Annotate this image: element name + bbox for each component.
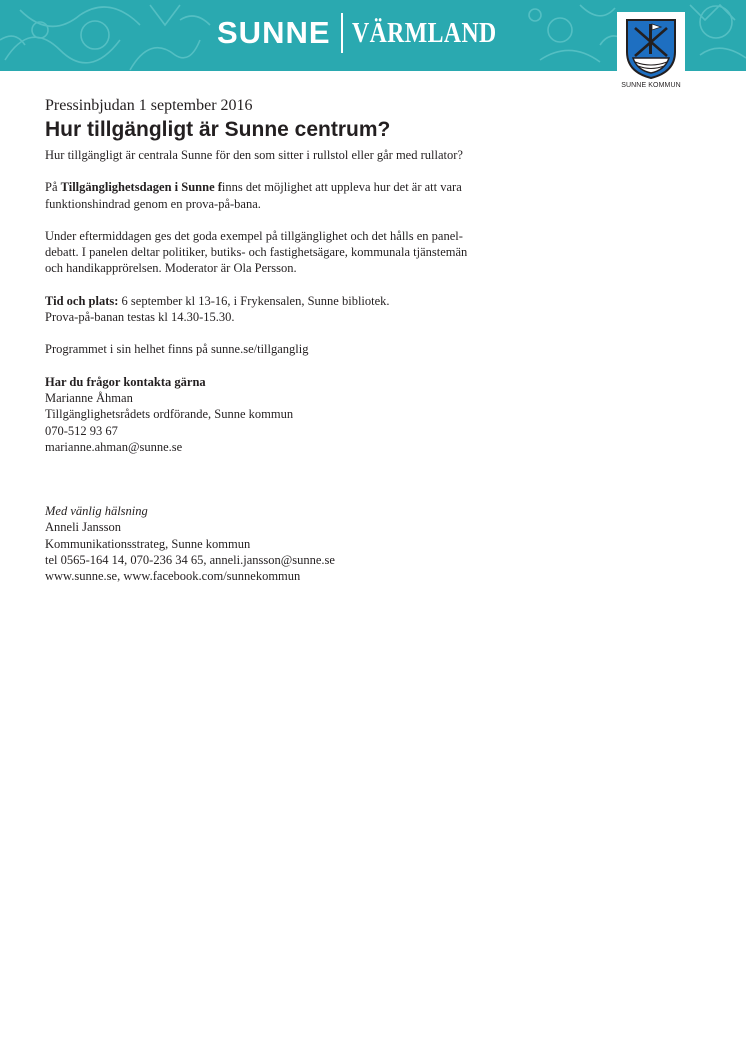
brand-sunne: SUNNE xyxy=(217,15,331,50)
contact-phone: 070-512 93 67 xyxy=(45,423,118,438)
contact-role: Tillgänglighetsrådets ordförande, Sunne kommun xyxy=(45,407,294,422)
panel-line3: och handikapprörelsen. Moderator är Ola Persson. xyxy=(45,261,297,276)
event-paragraph xyxy=(45,179,565,212)
panel-line1: Under eftermiddagen ges det goda exempel på tillgänglighet och det hålls en panel- xyxy=(45,228,463,243)
time-line2: Prova-på-banan testas kl 14.30-15.30. xyxy=(45,310,235,325)
spacer xyxy=(45,455,565,471)
sender-name: Anneli Jansson xyxy=(45,520,122,535)
program-paragraph: Programmet i sin helhet finns på sunne.se/tillganglig xyxy=(45,342,309,357)
greeting: Med vänlig hälsning xyxy=(45,504,148,519)
signature-block xyxy=(45,503,565,584)
spacer xyxy=(45,277,565,293)
coat-of-arms-icon xyxy=(625,18,677,80)
time-label: Tid och plats: xyxy=(45,293,119,308)
intro-paragraph: Hur tillgängligt är centrala Sunne för den som sitter i rullstol eller går med rullator? xyxy=(45,148,463,162)
municipality-crest xyxy=(617,12,685,92)
spacer xyxy=(45,163,565,179)
event-rest: inns det möjlighet att uppleva hur det är att vara xyxy=(221,180,462,195)
time-text: 6 september kl 13-16, i Frykensalen, Sunne bibliotek. xyxy=(118,293,390,308)
spacer xyxy=(45,471,565,487)
sender-web: www.sunne.se, www.facebook.com/sunnekommun xyxy=(45,569,301,584)
contact-heading: Har du frågor kontakta gärna xyxy=(45,374,206,389)
contact-name: Marianne Åhman xyxy=(45,390,133,405)
press-release xyxy=(45,96,565,585)
spacer xyxy=(45,212,565,228)
crest-label: SUNNE KOMMUN xyxy=(621,82,681,89)
brand-divider xyxy=(341,13,343,53)
panel-paragraph xyxy=(45,228,565,277)
brand-logo xyxy=(217,8,528,58)
spacer xyxy=(45,487,565,503)
contact-email: marianne.ahman@sunne.se xyxy=(45,439,183,454)
page-title: Hur tillgängligt är Sunne centrum? xyxy=(45,118,391,141)
event-name: Tillgänglighetsdagen i Sunne f xyxy=(60,180,222,195)
event-line2: funktionshindrad genom en prova-på-bana. xyxy=(45,196,261,211)
spacer xyxy=(45,358,565,374)
dateline: Pressinbjudan 1 september 2016 xyxy=(45,97,253,114)
time-place-paragraph xyxy=(45,293,565,326)
brand-varmland: VÄRMLAND xyxy=(351,16,497,49)
event-prefix: På xyxy=(45,180,61,195)
spacer xyxy=(45,325,565,341)
panel-line2: debatt. I panelen deltar politiker, butiks- och fastighetsägare, kommunala tjänstemän xyxy=(45,245,468,260)
sender-contact: tel 0565-164 14, 070-236 34 65, anneli.jansson@sunne.se xyxy=(45,553,335,568)
sender-role: Kommunikationsstrateg, Sunne kommun xyxy=(45,536,251,551)
contact-block xyxy=(45,374,565,455)
